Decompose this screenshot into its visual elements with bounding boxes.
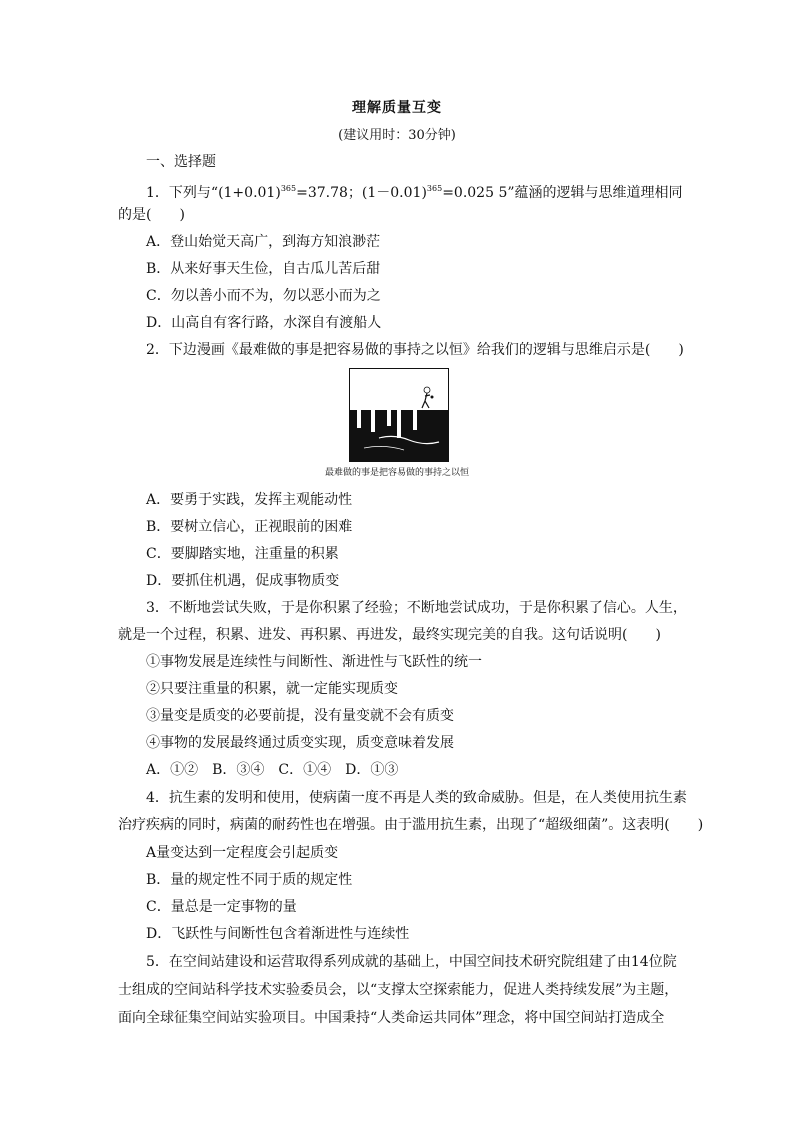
- q2-option-d: D．要抓住机遇，促成事物质变: [146, 573, 340, 589]
- q3-statement-2: ②只要注重量的积累，就一定能实现质变: [146, 681, 398, 697]
- q1-stem-line1: [146, 181, 683, 201]
- q2-option-c: C．要脚踏实地，注重量的积累: [146, 546, 339, 562]
- q4-option-a: A量变达到一定程度会引起质变: [146, 845, 339, 861]
- page-title: 理解质量互变: [352, 100, 442, 116]
- q4-option-c: C．量总是一定事物的量: [146, 899, 297, 915]
- q1-option-a: A．登山始觉天高广，到海方知浪渺茫: [146, 234, 381, 250]
- q2-option-b: B．要树立信心，正视眼前的困难: [146, 519, 353, 535]
- q1-sup1: 365: [280, 184, 297, 193]
- q5-stem-line3: 面向全球征集空间站实验项目。中国秉持“人类命运共同体”理念，将中国空间站打造成全: [118, 1010, 665, 1026]
- q4-option-b: B．量的规定性不同于质的规定性: [146, 872, 353, 888]
- q3-stem-line2: 就是一个过程，积累、进发、再积累、再进发，最终实现完美的自我。这句话说明( ): [118, 627, 661, 643]
- q1-option-d: D．山高自有客行路，水深自有渡船人: [146, 315, 382, 331]
- q1-text-a: 1．下列与“(1+0.01): [146, 185, 281, 201]
- page-subtitle: (建议用时：30分钟): [338, 128, 456, 143]
- figure-caption: 最难做的事是把容易做的事持之以恒: [324, 468, 469, 478]
- q2-option-a: A．要勇于实践，发挥主观能动性: [146, 492, 353, 508]
- q1-option-b: B．从来好事天生俭，自古瓜儿苦后甜: [146, 261, 381, 277]
- section-heading: 一、选择题: [146, 154, 216, 170]
- q3-statement-3: ③量变是质变的必要前提，没有量变就不会有质变: [146, 708, 454, 724]
- q1-text-c: =0.025 5”蕴涵的逻辑与思维道理相同: [442, 185, 683, 201]
- q1-text-b: =37.78；(1－0.01): [296, 185, 427, 201]
- q3-statement-4: ④事物的发展最终通过质变实现，质变意味着发展: [146, 735, 454, 751]
- cartoon-illustration: [349, 368, 449, 462]
- q1-sup2: 365: [426, 184, 443, 193]
- q4-stem-line2: 治疗疾病的同时，病菌的耐药性也在增强。由于滥用抗生素，出现了“超级细菌”。这表明( ): [118, 817, 704, 833]
- q5-stem-line1: 5．在空间站建设和运营取得系列成就的基础上，中国空间技术研究院组建了由14位院: [146, 954, 677, 970]
- q3-stem-line1: 3．不断地尝试失败，于是你积累了经验；不断地尝试成功，于是你积累了信心。人生，: [146, 600, 687, 616]
- q1-stem-line2: 的是( ): [118, 207, 185, 223]
- q1-option-c: C．勿以善小而不为，勿以恶小而为之: [146, 288, 381, 304]
- q5-stem-line2: 士组成的空间站科学技术实验委员会，以“支撑太空探索能力，促进人类持续发展”为主题，: [118, 982, 679, 998]
- q3-options: A．①② B．③④ C．①④ D．①③: [146, 762, 399, 778]
- q2-stem: 2．下边漫画《最难做的事是把容易做的事持之以恒》给我们的逻辑与思维启示是( ): [146, 342, 684, 358]
- q4-stem-line1: 4．抗生素的发明和使用，使病菌一度不再是人类的致命威胁。但是，在人类使用抗生素: [146, 790, 687, 806]
- q3-statement-1: ①事物发展是连续性与间断性、渐进性与飞跃性的统一: [146, 654, 482, 670]
- q4-option-d: D．飞跃性与间断性包含着渐进性与连续性: [146, 926, 410, 942]
